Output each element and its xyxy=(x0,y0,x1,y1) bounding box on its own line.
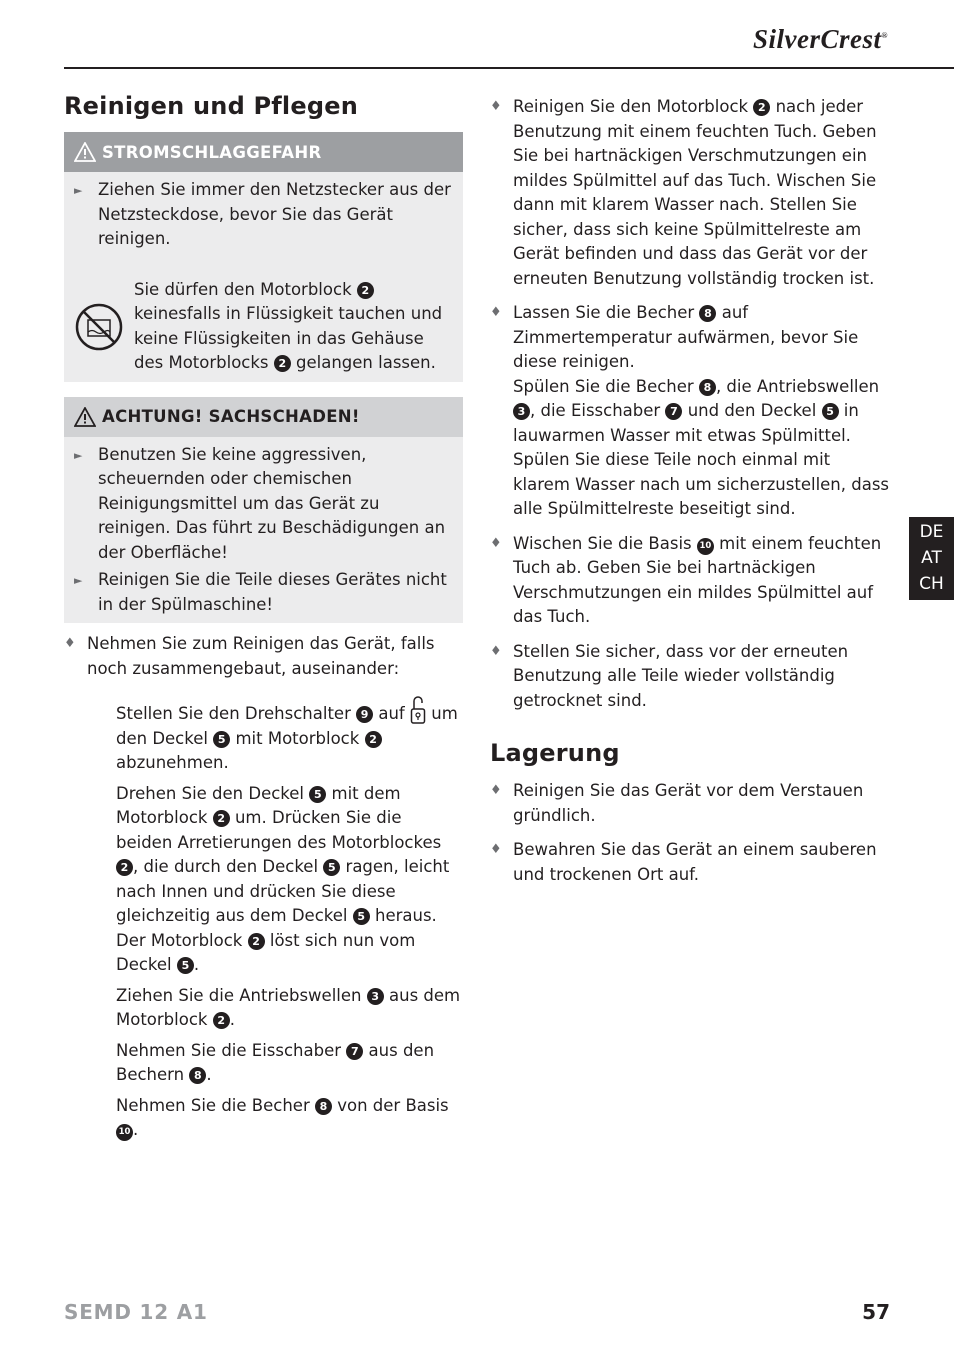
warning-header xyxy=(64,397,463,437)
list-item: ♦ Wischen Sie die Basis 10 mit einem feuchten Tuch ab. Geben Sie bei hartnäckigen Verschmutzungen ein mildes Spülmittel auf das Tuch. xyxy=(490,532,890,630)
ref-number-7: 7 xyxy=(346,1043,363,1060)
diamond-bullet-icon: ♦ xyxy=(490,783,502,798)
list-item: ♦ Bewahren Sie das Gerät an einem sauberen und trockenen Ort auf. xyxy=(490,838,890,887)
right-column xyxy=(490,95,890,887)
ref-number-8: 8 xyxy=(699,305,716,322)
arrow-bullet-icon: ► xyxy=(74,574,83,587)
ref-number-2: 2 xyxy=(213,810,230,827)
warning-header xyxy=(64,132,463,172)
warning-triangle-icon xyxy=(74,407,96,427)
ref-number-5: 5 xyxy=(353,908,370,925)
arrow-bullet-icon: ► xyxy=(74,184,83,197)
ref-number-8: 8 xyxy=(699,379,716,396)
ref-number-5: 5 xyxy=(177,957,194,974)
ref-number-2: 2 xyxy=(213,1012,230,1029)
warning-heading: STROMSCHLAGGEFAHR xyxy=(102,142,322,162)
footer-model: SEMD 12 A1 xyxy=(64,1300,208,1324)
sub-step: Nehmen Sie die Eisschaber 7 aus den Bechern 8 . xyxy=(116,1040,435,1084)
ref-number-5: 5 xyxy=(323,859,340,876)
ref-number-3: 3 xyxy=(367,988,384,1005)
diamond-bullet-icon: ♦ xyxy=(490,99,502,114)
unlock-icon xyxy=(410,695,426,725)
ref-number-5: 5 xyxy=(309,786,326,803)
ref-number-10: 10 xyxy=(116,1124,133,1141)
arrow-bullet-icon: ► xyxy=(74,448,83,462)
list-item: ♦ Lassen Sie die Becher 8 auf Zimmertemperatur aufwärmen, bevor Sie diese reinigen. Spülen Sie die Becher 8 , die Antriebswellen 3 , die Eisschaber 7 und den Deckel 5 in lauwarmen Wasser mit etwas Spülmittel. Spülen Sie diese Teile noch einmal mit klarem Wasser nach um sicherzustellen, dass alle Spülmittelreste beseitigt sind. xyxy=(490,301,890,522)
ref-number-3: 3 xyxy=(513,403,530,420)
warning-item: ► Ziehen Sie immer den Netzstecker aus der Netzsteckdose, bevor Sie das Gerät reinigen. xyxy=(74,178,453,252)
list-item: ♦ Reinigen Sie den Motorblock 2 nach jeder Benutzung mit einem feuchten Tuch. Geben Sie bei hartnäckigen Verschmutzungen ein mildes Spülmittel auf das Tuch. Wischen Sie dann mit klarem Wasser nach. Stellen Sie sicher, dass sich keine Spülmittelreste am Gerät befinden und dass das Gerät vor der erneuten Benutzung vollständig trocken ist. xyxy=(490,95,890,291)
list-item: ♦ Reinigen Sie das Gerät vor dem Verstauen gründlich. xyxy=(490,779,890,828)
sub-step: Drehen Sie den Deckel 5 mit dem Motorblock 2 um. Drücken Sie die beiden Arretierungen des Motorblockes 2 , die durch den Deckel 5 ragen, leicht nach Innen und drücken Sie diese gleichzeitig aus dem Deckel 5 heraus. Der Motorblock 2 löst sich nun vom Deckel 5 . xyxy=(116,783,450,974)
diamond-bullet-icon: ♦ xyxy=(64,636,76,651)
list-item: ♦ Nehmen Sie zum Reinigen das Gerät, falls noch zusammengebaut, auseinander: xyxy=(64,632,463,681)
sub-step: Stellen Sie den Drehschalter 9 auf um den Deckel 5 mit Motorblock 2 abzunehmen. xyxy=(116,695,463,776)
no-immersion-notice: Sie dürfen den Motorblock 2 keinesfalls in Flüssigkeit tauchen und keine Flüssigkeiten in das Gehäuse des Motorblocks 2 gelangen lassen. xyxy=(74,278,453,376)
page-number: 57 xyxy=(862,1300,890,1324)
header-rule xyxy=(64,67,954,69)
ref-number-10: 10 xyxy=(697,538,714,555)
ref-number-2: 2 xyxy=(357,282,374,299)
left-column xyxy=(64,92,463,1143)
ref-number-8: 8 xyxy=(315,1098,332,1115)
warning-box-electric xyxy=(64,132,463,382)
ref-number-2: 2 xyxy=(753,99,770,116)
warning-item: ► Reinigen Sie die Teile dieses Gerätes nicht in der Spülmaschine! xyxy=(74,568,453,617)
diamond-bullet-icon: ♦ xyxy=(490,643,502,659)
warning-box-damage xyxy=(64,397,463,624)
ref-number-2: 2 xyxy=(248,933,265,950)
ref-number-2: 2 xyxy=(274,355,291,372)
ref-number-2: 2 xyxy=(116,859,133,876)
diamond-bullet-icon: ♦ xyxy=(490,842,502,857)
warning-triangle-icon xyxy=(74,142,96,162)
ref-number-2: 2 xyxy=(365,731,382,748)
brand-logo: SilverCrest® xyxy=(753,24,888,54)
sub-step: Ziehen Sie die Antriebswellen 3 aus dem Motorblock 2 . xyxy=(116,985,461,1029)
sub-steps xyxy=(64,695,463,1143)
ref-number-5: 5 xyxy=(822,403,839,420)
ref-number-5: 5 xyxy=(213,731,230,748)
sub-step: Nehmen Sie die Becher 8 von der Basis 10 . xyxy=(116,1095,449,1139)
no-immersion-icon xyxy=(74,302,124,352)
diamond-bullet-icon: ♦ xyxy=(490,305,502,320)
ref-number-9: 9 xyxy=(356,706,373,723)
section-title-storage: Lagerung xyxy=(490,739,620,767)
ref-number-7: 7 xyxy=(665,403,682,420)
section-title-cleaning: Reinigen und Pflegen xyxy=(64,92,358,120)
ref-number-8: 8 xyxy=(189,1067,206,1084)
diamond-bullet-icon: ♦ xyxy=(490,535,502,551)
warning-item: ► Benutzen Sie keine aggressiven, scheuernden oder chemischen Reinigungsmittel um das Gerät zu reinigen. Das führt zu Beschädigungen an der Oberfläche! xyxy=(74,443,453,566)
language-tab: DE AT CH xyxy=(909,517,954,600)
warning-heading: ACHTUNG! SACHSCHADEN! xyxy=(102,407,360,426)
list-item: ♦ Stellen Sie sicher, dass vor der erneuten Benutzung alle Teile wieder vollständig getrocknet sind. xyxy=(490,640,890,714)
